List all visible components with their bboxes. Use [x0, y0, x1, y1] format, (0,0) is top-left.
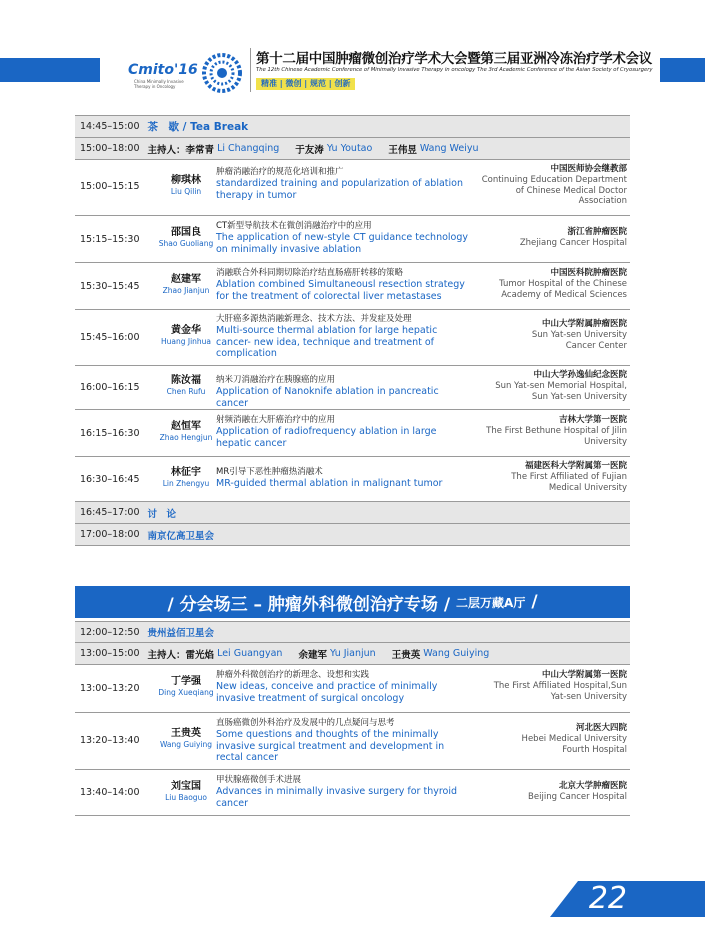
speaker-name-en: Zhao Jianjun — [162, 286, 210, 295]
speaker-name-cn: 王贵英 — [171, 728, 201, 739]
discussion-row — [75, 502, 630, 524]
conference-tags: 精准 | 微创 | 规范 | 创新 — [256, 78, 355, 90]
institution-cn: 中山大学附属第一医院 — [541, 670, 627, 680]
schedule-section-2 — [75, 621, 630, 816]
chair-name-cn: 王伟昱 — [388, 144, 417, 156]
header-divider — [250, 48, 251, 92]
institution-cn: 吉林大学第一医院 — [558, 415, 627, 425]
tea-break-row — [75, 116, 630, 138]
topic-en: Application of Nanoknife ablation in pancreatic cancer — [216, 386, 439, 409]
logo-text: Cmito'16 — [128, 62, 198, 78]
speaker-name-cn: 柳琪林 — [171, 175, 201, 186]
talk-time: 15:45–16:00 — [80, 332, 140, 343]
topic-cn: 直肠癌微创外科治疗及发展中的几点疑问与思考 — [216, 718, 395, 728]
speaker-name-en: Wang Guiying — [159, 740, 213, 749]
topic-en: New ideas, conceive and practice of minimally invasive treatment of surgical oncology — [216, 681, 438, 704]
topic-en: Multi-source thermal ablation for large hepatic cancer- new idea, technique and treatment of complication — [216, 325, 438, 359]
chair-name-en: Wang Weiyu — [419, 143, 479, 154]
row-time: 14:45–15:00 — [80, 121, 140, 132]
speaker-name-cn: 丁学强 — [171, 676, 201, 687]
talk-time: 15:15–15:30 — [80, 234, 140, 245]
page-number-tab — [550, 881, 705, 917]
topic-en: Application of radiofrequency ablation in large hepatic cancer — [216, 426, 437, 449]
talk-row — [75, 770, 630, 816]
chairs-label: 主持人： — [147, 144, 186, 156]
talk-time: 16:15–16:30 — [80, 428, 140, 439]
talk-row — [75, 366, 630, 410]
chairs-label: 主持人： — [147, 649, 186, 661]
topic-cn: 甲状腺癌微创手术进展 — [216, 775, 302, 785]
topic-en: Advances in minimally invasive surgery for thyroid cancer — [216, 786, 458, 809]
speaker-name-en: Shao Guoliang — [158, 239, 214, 248]
chair-name-cn: 余建军 — [298, 649, 327, 661]
row-time: 17:00–18:00 — [80, 529, 140, 540]
talk-row — [75, 457, 630, 502]
satellite-row — [75, 622, 630, 643]
institution-en: Continuing Education Department of Chinese Medical Doctor Association — [481, 175, 627, 206]
institution-en: Sun Yat-sen Memorial Hospital, Sun Yat-sen University — [495, 381, 627, 402]
talk-time: 15:30–15:45 — [80, 281, 140, 292]
speaker-name-cn: 林征宇 — [171, 467, 201, 478]
topic-en: Some questions and thoughts of the minimally invasive surgical treatment and development in rectal cancer — [216, 729, 445, 763]
institution-cn: 浙江省肿瘤医院 — [567, 227, 627, 237]
speaker-name-cn: 黄金华 — [171, 325, 201, 336]
topic-en: standardized training and popularization of ablation therapy in tumor — [216, 178, 463, 201]
satellite-label: 南京亿高卫星会 — [147, 530, 215, 542]
chair-name-cn: 于友涛 — [295, 144, 324, 156]
topic-en: MR-guided thermal ablation in malignant tumor — [216, 478, 443, 489]
speaker-name-en: Liu Baoguo — [165, 793, 207, 802]
chair-name-en: Wang Guiying — [423, 648, 490, 659]
speaker-name-cn: 刘宝国 — [171, 781, 201, 792]
topic-cn: CT新型导航技术在微创消融治疗中的应用 — [216, 221, 372, 231]
talk-time: 13:00–13:20 — [80, 683, 140, 694]
speaker-name-en: Huang Jinhua — [160, 337, 212, 346]
conference-title-cn: 第十二届中国肿瘤微创治疗学术大会暨第三届亚洲冷冻治疗学术会议 — [256, 51, 652, 67]
speaker-name-cn: 邵国良 — [171, 227, 201, 238]
institution-en: Hebei Medical University Fourth Hospital — [521, 734, 627, 755]
talk-row — [75, 216, 630, 263]
chair-name-cn: 李常青 — [185, 144, 215, 156]
institution-en: Beijing Cancer Hospital — [528, 792, 627, 802]
topic-cn: 射频消融在大肝癌治疗中的应用 — [216, 415, 336, 425]
header-accent-bar-left — [0, 58, 100, 82]
talk-time: 13:40–14:00 — [80, 787, 140, 798]
speaker-name-cn: 陈汝福 — [171, 375, 201, 386]
chair-name-cn: 雷光焰 — [185, 649, 215, 661]
topic-en: Ablation combined Simultaneousl resection strategy for the treatment of colorectal liver metastases — [216, 279, 465, 302]
speaker-name-en: Liu Qilin — [170, 187, 202, 196]
conference-logo — [128, 52, 248, 94]
chair-name-en: Yu Youtao — [326, 143, 373, 154]
chair-name-cn: 王贵英 — [391, 649, 421, 661]
talk-row — [75, 665, 630, 713]
satellite-row — [75, 524, 630, 546]
institution-en: The First Affiliated Hospital,Sun Yat-sen University — [493, 681, 627, 702]
speaker-name-en: Chen Rufu — [166, 387, 206, 396]
speaker-name-cn: 赵建军 — [171, 274, 201, 285]
chairs-row — [75, 643, 630, 665]
topic-cn: 肿瘤消融治疗的规范化培训和推广 — [216, 167, 344, 177]
institution-cn: 中山大学附属肿瘤医院 — [541, 319, 627, 329]
topic-cn: 大肝癌多源热消融新理念、技术方法、并发症及处理 — [216, 314, 412, 324]
talk-time: 16:00–16:15 — [80, 382, 140, 393]
session-banner — [75, 586, 630, 618]
schedule-section-1 — [75, 115, 630, 546]
institution-en: The First Bethune Hospital of Jilin University — [486, 426, 627, 447]
talk-row — [75, 713, 630, 770]
row-time: 13:00–15:00 — [80, 648, 140, 659]
logo-dots-icon — [198, 52, 246, 94]
institution-cn: 北京大学肿瘤医院 — [558, 781, 627, 791]
session-room: 二层万藏A厅 — [456, 595, 526, 610]
institution-en: The First Affiliated of Fujian Medical University — [511, 472, 627, 493]
speaker-name-en: Ding Xueqiang — [158, 688, 214, 697]
session-title-end: / — [531, 592, 538, 612]
session-title: / 分会场三 – 肿瘤外科微创治疗专场 / — [167, 594, 451, 615]
chair-name-en: Yu Jianjun — [329, 648, 376, 659]
topic-en: The application of new-style CT guidance technology on minimally invasive ablation — [216, 232, 469, 255]
institution-cn: 中国医科院肿瘤医院 — [550, 268, 627, 278]
row-time: 16:45–17:00 — [80, 507, 140, 518]
talk-row — [75, 410, 630, 457]
talk-time: 13:20–13:40 — [80, 735, 140, 746]
institution-cn: 河北医大四院 — [575, 723, 627, 733]
institution-en: Zhejiang Cancer Hospital — [519, 238, 627, 248]
talk-time: 16:30–16:45 — [80, 474, 140, 485]
topic-cn: 消融联合外科同期切除治疗结直肠癌肝转移的策略 — [216, 268, 404, 278]
header-accent-bar-right — [660, 58, 705, 82]
speaker-name-en: Zhao Hengjun — [159, 433, 213, 442]
row-time: 12:00–12:50 — [80, 626, 140, 638]
institution-en: Sun Yat-sen University Cancer Center — [531, 330, 627, 351]
talk-row — [75, 160, 630, 216]
topic-cn: MR引导下恶性肿瘤热消融术 — [216, 467, 323, 477]
page-number: 22 — [588, 881, 627, 916]
talk-time: 15:00–15:15 — [80, 181, 140, 192]
institution-cn: 中国医师协会继教部 — [550, 164, 627, 174]
topic-cn: 肿瘤外科微创治疗的新理念、设想和实践 — [216, 670, 370, 680]
institution-cn: 福建医科大学附属第一医院 — [524, 461, 627, 471]
conference-title-en: The 12th Chinese Academic Conference of Minimally Invasive Therapy in oncology The 3rd Academic Conference of the Asian Society of Cryosurgery — [256, 67, 653, 73]
speaker-name-cn: 赵恒军 — [171, 421, 201, 432]
satellite-label: 贵州益佰卫星会 — [147, 628, 215, 639]
tea-break-label: 茶 歇 / Tea Break — [147, 121, 249, 133]
talk-row — [75, 310, 630, 366]
chair-name-en: Lei Guangyan — [217, 648, 283, 659]
row-time: 15:00–18:00 — [80, 143, 140, 154]
institution-en: Tumor Hospital of the Chinese Academy of Medical Sciences — [499, 279, 627, 300]
chair-name-en: Li Changqing — [217, 143, 280, 154]
topic-cn: 纳米刀消融治疗在胰腺癌的应用 — [216, 375, 336, 385]
chairs-row — [75, 138, 630, 160]
discussion-label: 讨 论 — [147, 508, 177, 520]
logo-subtitle: China Minimally Invasive Therapy in Oncology — [134, 79, 184, 89]
institution-cn: 中山大学孙逸仙纪念医院 — [533, 370, 627, 380]
speaker-name-en: Lin Zhengyu — [162, 479, 210, 488]
talk-row — [75, 263, 630, 310]
